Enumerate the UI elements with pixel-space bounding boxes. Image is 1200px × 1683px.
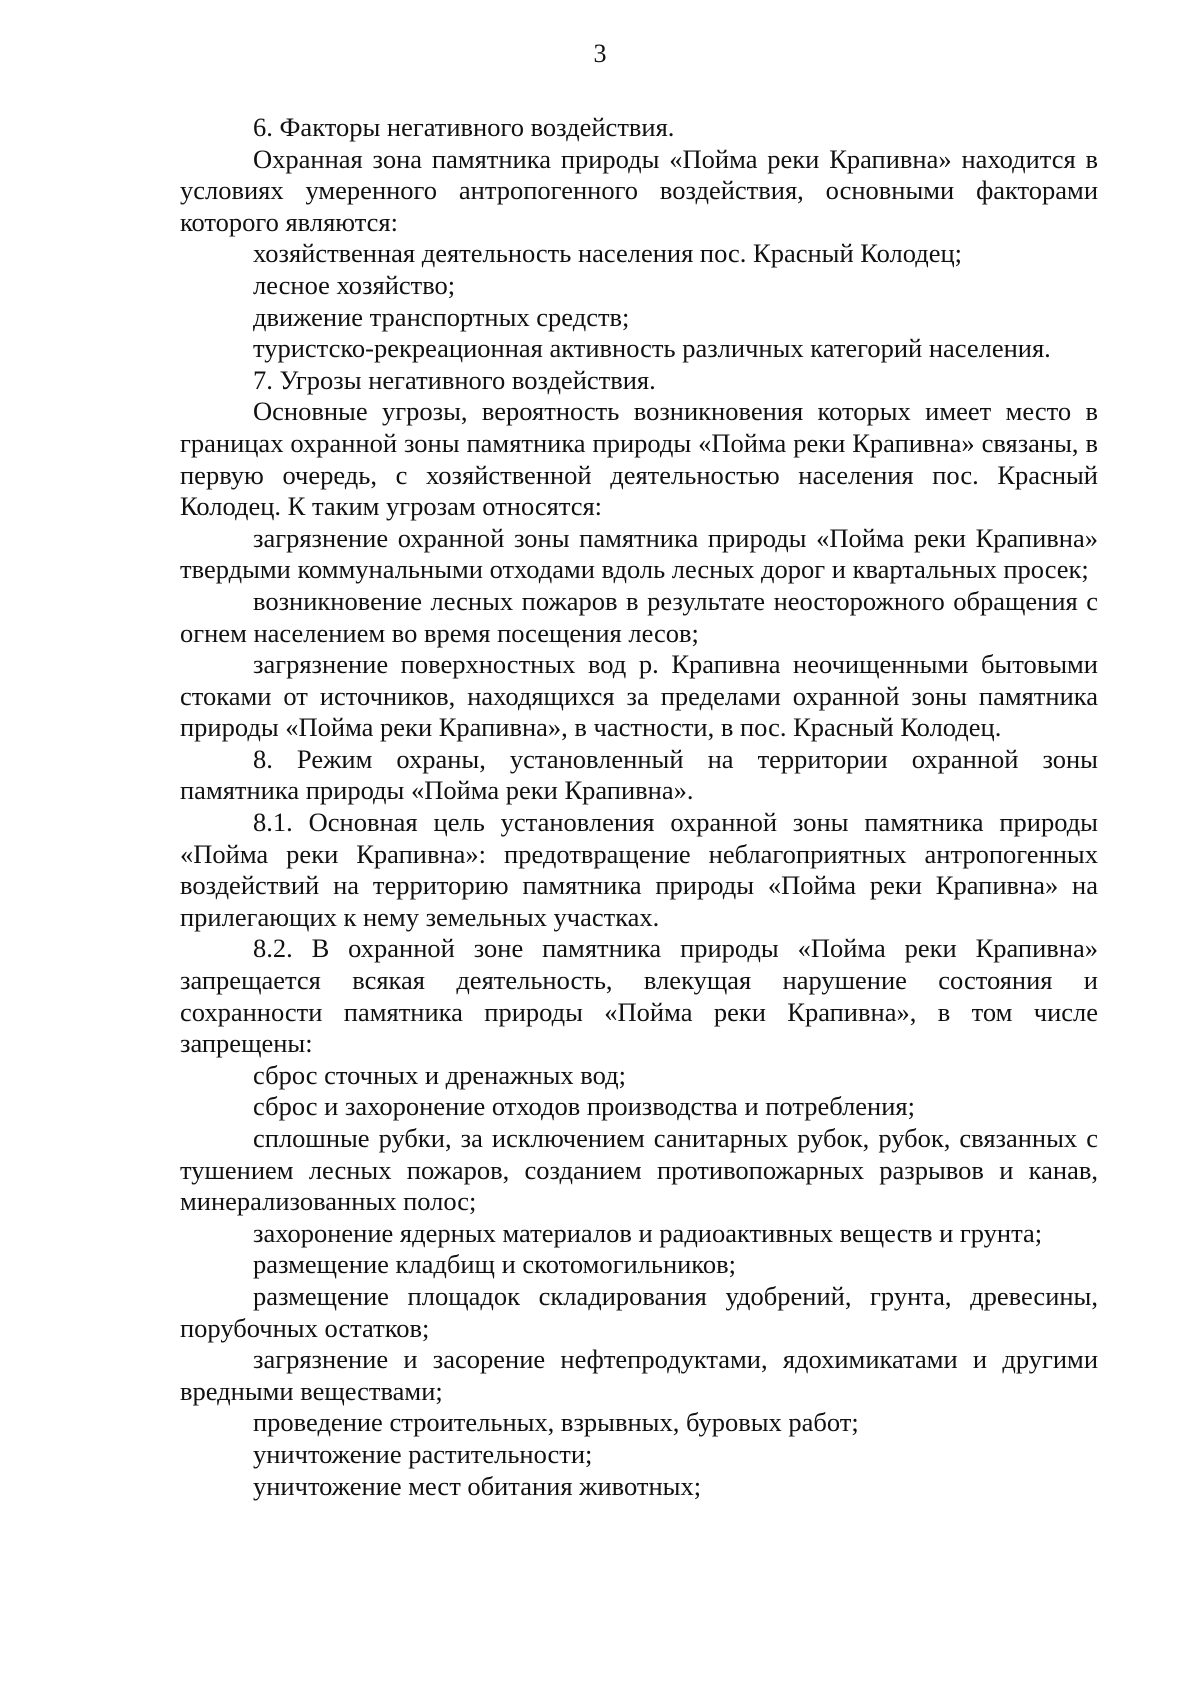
list-item: возникновение лесных пожаров в результате неосторожного обращения с огнем населением во время посещения лесов; [180, 585, 1098, 648]
paragraph: Основные угрозы, вероятность возникновения которых имеет место в границах охранной зоны памятника природы «Пойма реки Крапивна» связаны, в первую очередь, с хозяйственной деятельностью населения пос. Красный Колодец. К таким угрозам относятся: [180, 396, 1098, 522]
list-item: сплошные рубки, за исключением санитарных рубок, рубок, связанных с тушением лесных пожаров, созданием противопожарных разрывов и канав, минерализованных полос; [180, 1123, 1098, 1217]
list-item: загрязнение и засорение нефтепродуктами, ядохимикатами и другими вредными веществами; [180, 1344, 1098, 1406]
list-item: лесное хозяйство; [253, 269, 456, 300]
list-item: туристско-рекреационная активность различных категорий населения. [253, 333, 1051, 364]
body-text [180, 112, 1098, 1502]
section-heading-8: 8. Режим охраны, установленный на территории охранной зоны памятника природы «Пойма реки Крапивна». [180, 743, 1098, 806]
section-8-1: 8.1. Основная цель установления охранной зоны памятника природы «Пойма реки Крапивна»: предотвращение неблагоприятных антропогенных воздействий на территорию памятника природы «Пойма реки Крапивна» на прилегающих к нему земельных участках. [180, 807, 1098, 932]
list-item: движение транспортных средств; [253, 301, 630, 332]
list-item: размещение площадок складирования удобрений, грунта, древесины, порубочных остатков; [180, 1280, 1098, 1343]
list-item: проведение строительных, взрывных, буровых работ; [253, 1407, 859, 1438]
list-item: хозяйственная деятельность населения пос. Красный Колодец; [253, 238, 963, 269]
list-item: уничтожение растительности; [253, 1438, 593, 1469]
list-item: сброс и захоронение отходов производства и потребления; [253, 1091, 915, 1122]
section-heading-7: 7. Угрозы негативного воздействия. [253, 364, 656, 395]
list-item: уничтожение мест обитания животных; [253, 1470, 702, 1501]
page-number: 3 [593, 39, 607, 68]
list-item: размещение кладбищ и скотомогильников; [253, 1249, 736, 1280]
section-heading-6: 6. Факторы негативного воздействия. [253, 112, 675, 142]
list-item: загрязнение охранной зоны памятника природы «Пойма реки Крапивна» твердыми коммунальными отходами вдоль лесных дорог и квартальных просек; [180, 522, 1098, 585]
list-item: сброс сточных и дренажных вод; [253, 1059, 626, 1090]
list-item: загрязнение поверхностных вод р. Крапивна неочищенными бытовыми стоками от источников, находящихся за пределами охранной зоны памятника природы «Пойма реки Крапивна», в частности, в пос. Красный Колодец. [180, 649, 1098, 743]
paragraph: Охранная зона памятника природы «Пойма реки Крапивна» находится в условиях умеренного антропогенного воздействия, основными факторами которого являются: [180, 143, 1098, 237]
list-item: захоронение ядерных материалов и радиоактивных веществ и грунта; [253, 1217, 1043, 1248]
section-8-2: 8.2. В охранной зоне памятника природы «Пойма реки Крапивна» запрещается всякая деятельность, влекущая нарушение состояния и сохранности памятника природы «Пойма реки Крапивна», в том числе запрещены: [180, 933, 1098, 1059]
